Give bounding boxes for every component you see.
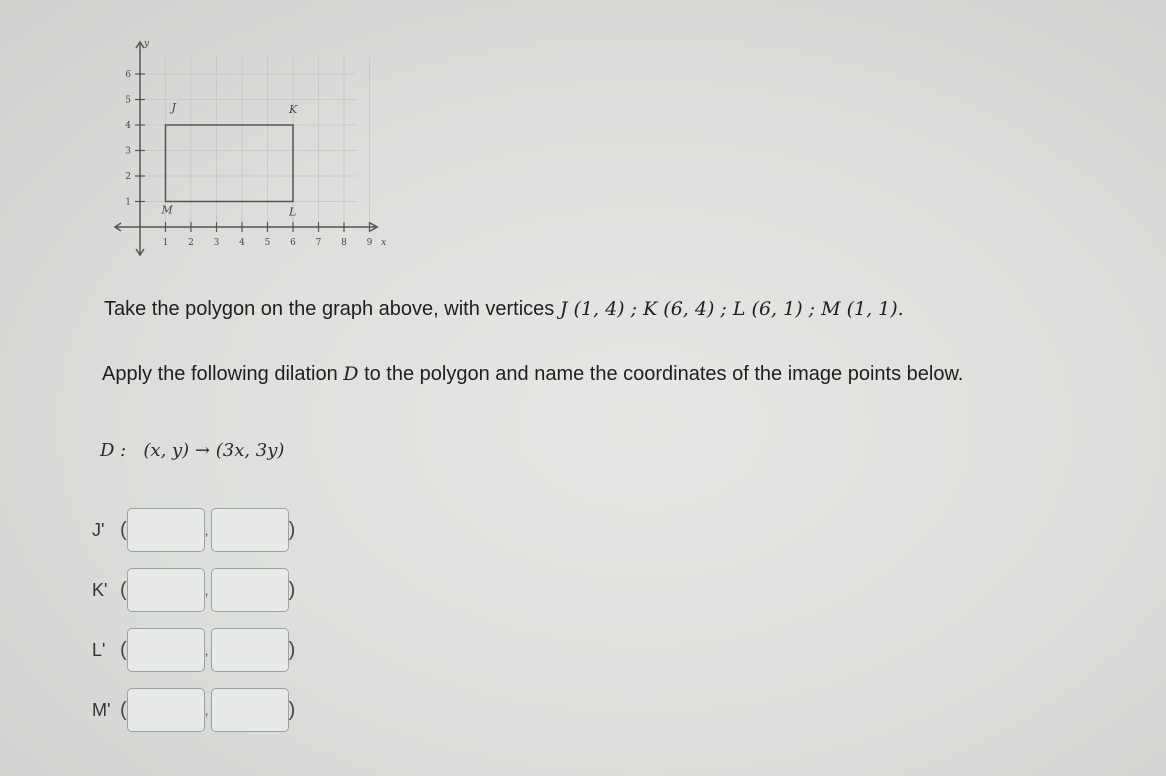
rule-mapping: (x, y) → (3x, 3y): [143, 440, 285, 461]
y-tick-label: 4: [125, 121, 131, 131]
answer-label: J': [92, 519, 105, 540]
y-tick-label: 1: [125, 197, 131, 208]
x-tick-label: 3: [213, 238, 220, 248]
graph-tick-labels: [125, 39, 386, 248]
l-y-input[interactable]: [211, 628, 289, 672]
close-paren: ): [288, 578, 296, 601]
y-tick-label: 5: [125, 95, 131, 106]
vertex-label: K: [289, 103, 298, 116]
j-y-input[interactable]: [211, 508, 289, 552]
answer-row-m: [92, 688, 295, 732]
instruction-post: to the polygon and name the coordinates of the image points below.: [364, 363, 964, 385]
open-paren: (: [120, 518, 127, 541]
open-paren: (: [120, 698, 127, 721]
j-x-input[interactable]: [127, 508, 205, 552]
rule-name: D :: [100, 440, 127, 461]
coordinate-graph: [110, 30, 410, 270]
x-tick-label: 6: [290, 238, 296, 248]
instruction-pre: Apply the following dilation: [102, 363, 338, 385]
x-tick-label: 8: [341, 238, 347, 248]
answer-label: L': [92, 639, 106, 660]
answer-row-k: [92, 568, 295, 612]
l-x-input[interactable]: [127, 628, 205, 672]
vertex-label: M: [161, 203, 173, 217]
instruction: [102, 363, 963, 386]
k-x-input[interactable]: [127, 568, 205, 612]
answer-label: M': [92, 699, 111, 720]
k-y-input[interactable]: [211, 568, 289, 612]
comma: ,: [204, 642, 209, 658]
close-paren: ): [288, 518, 296, 541]
prompt-text: Take the polygon on the graph above, with vertices: [104, 298, 555, 320]
answer-row-l: [92, 628, 295, 672]
close-paren: ): [288, 638, 296, 661]
y-tick-label: 2: [125, 172, 131, 182]
answer-label: K': [92, 579, 108, 600]
x-tick-label: 2: [188, 238, 194, 248]
prompt-vertices: J (1, 4) ; K (6, 4) ; L (6, 1) ; M (1, 1).: [559, 298, 904, 320]
dilation-rule: [100, 440, 284, 461]
x-tick-label: 7: [315, 238, 322, 248]
m-x-input[interactable]: [127, 688, 205, 732]
polygon-jklm: [166, 125, 294, 202]
x-tick-label: 4: [239, 238, 245, 248]
x-tick-label: 9: [366, 238, 373, 248]
vertex-label: J: [171, 101, 176, 114]
instruction-var: D: [343, 363, 359, 385]
problem-statement: [104, 298, 904, 321]
x-tick-label: 5: [264, 238, 271, 248]
comma: ,: [204, 522, 209, 538]
m-y-input[interactable]: [211, 688, 289, 732]
close-paren: ): [288, 698, 296, 721]
vertex-label: L: [289, 205, 297, 219]
x-axis-label: x: [381, 238, 387, 248]
open-paren: (: [120, 578, 127, 601]
comma: ,: [204, 582, 209, 598]
y-axis-label: y: [144, 39, 150, 49]
answer-row-j: [92, 508, 295, 552]
y-tick-label: 6: [125, 70, 131, 80]
open-paren: (: [120, 638, 127, 661]
y-tick-label: 3: [125, 146, 131, 157]
x-tick-label: 1: [162, 238, 169, 248]
comma: ,: [204, 702, 209, 718]
